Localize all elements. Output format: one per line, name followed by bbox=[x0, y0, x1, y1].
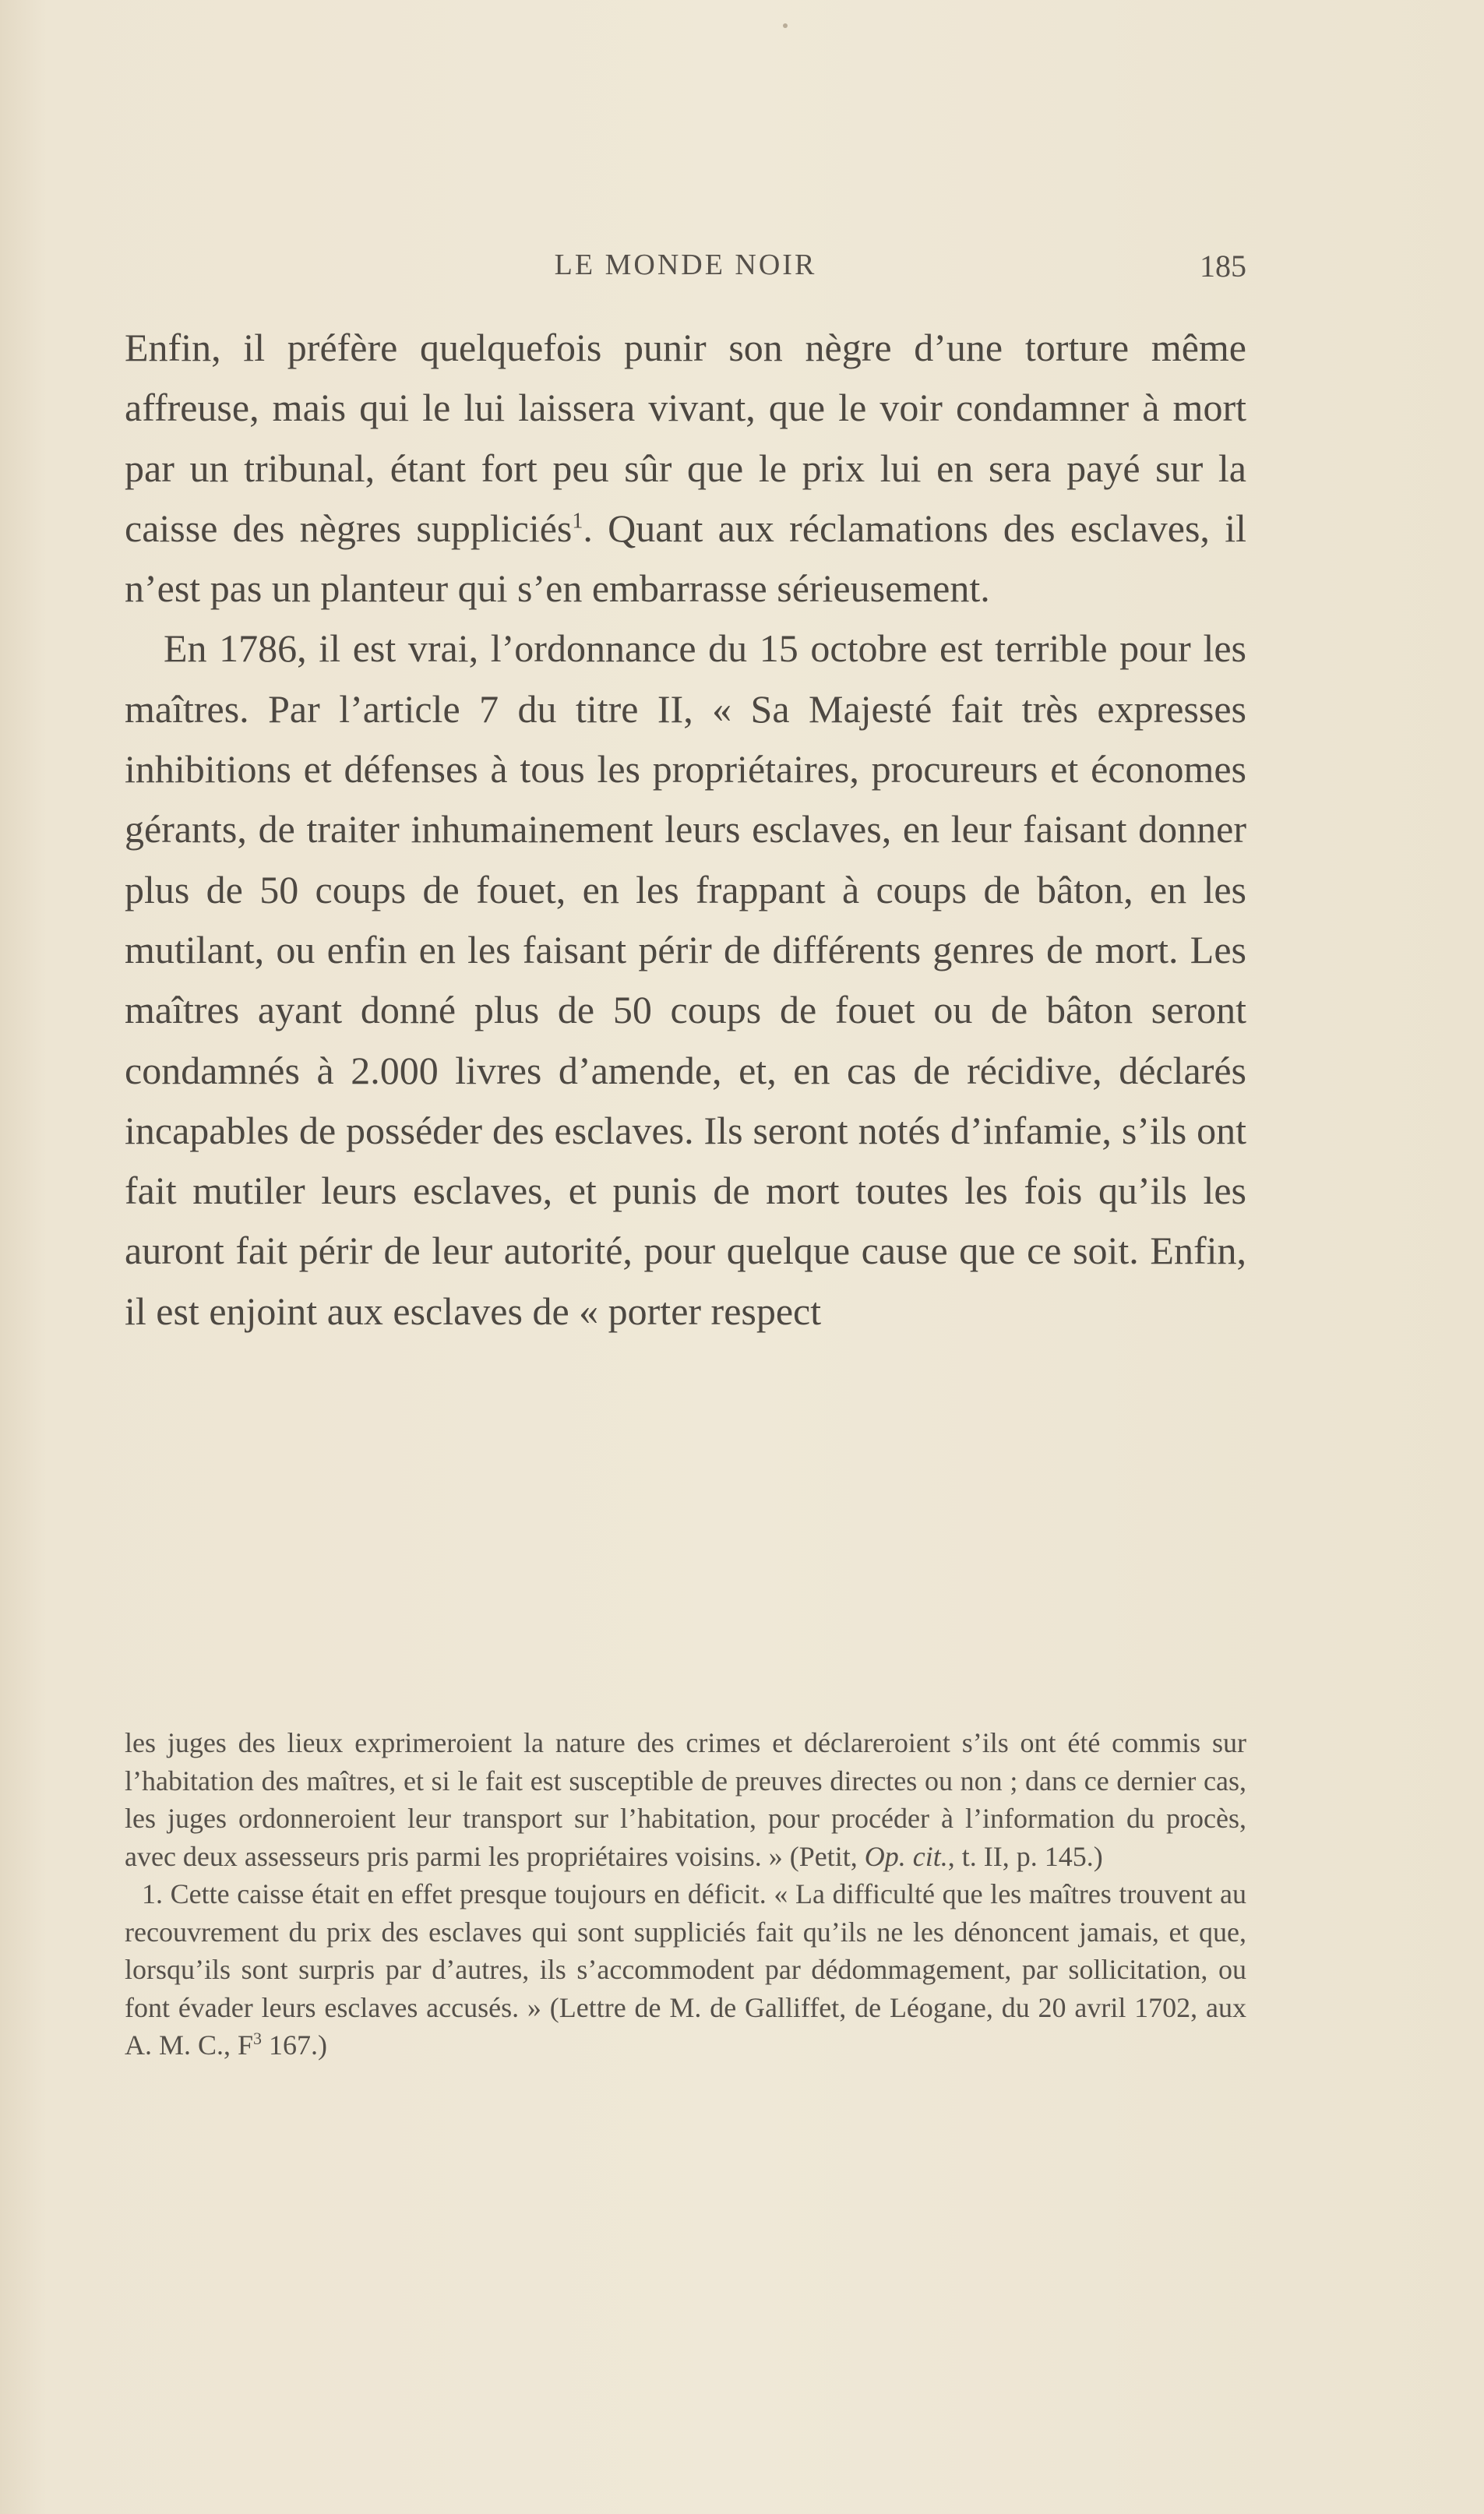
footnote-reference-1: 1 bbox=[572, 509, 583, 534]
footnote-1-number: 1. bbox=[142, 1878, 163, 1909]
paragraph-2: En 1786, il est vrai, l’ordonnance du 15 octobre est terrible pour les maîtres. Par l’article 7 du titre II, « Sa Majesté fait très expresses inhibitions et défenses à tous les propriétaires, procureurs et économes gérants, de traiter inhumainement leurs esclaves, en leur faisant donner plus de 50 coups de fouet, en les frappant à coups de bâton, en les mutilant, ou enfin en les faisant périr de différents genres de mort. Les maîtres ayant donné plus de 50 coups de fouet ou de bâton seront condamnés à 2.000 livres d’amende, et, en cas de récidive, déclarés incapables de posséder des esclaves. Ils seront notés d’infamie, s’ils ont fait mutiler leurs esclaves, et punis de mort toutes les fois qu’ils les auront fait périr de leur autorité, pour quelque cause que ce soit. Enfin, il est enjoint aux esclaves de « porter respect bbox=[125, 626, 1246, 1333]
footnote-1-superscript: 3 bbox=[253, 2029, 263, 2048]
paragraph-1-text-a: Enfin, il préfère quelquefois punir son nègre d’une torture même affreuse, mais qui le lui laissera vivant, que le voir condamner à mort par un tribunal, étant fort peu sûr que le prix lui en sera payé sur la caisse des nègres suppliciés bbox=[125, 326, 1246, 550]
body-text bbox=[125, 318, 1246, 1342]
footnote-continued-text: les juges des lieux exprimeroient la nature des crimes et déclareroient s’ils ont été commis sur l’habitation des maîtres, et si le fait est susceptible de preuves directes ou non ; dans ce dernier cas, les juges ordonneroient leur transport sur l’habitation, pour procéder à l’information du procès, avec deux assesseurs pris parmi les propriétaires voisins. » (Petit, bbox=[125, 1727, 1246, 1872]
footnote-1 bbox=[125, 1875, 1246, 2064]
paper-speck bbox=[783, 23, 788, 28]
footnotes bbox=[125, 1724, 1246, 2064]
footnote-continued bbox=[125, 1724, 1246, 1875]
citation-rest: , t. II, p. 145.) bbox=[947, 1840, 1103, 1872]
paragraph-1-text-b: . Quant aux réclamations des esclaves, il n’est pas un planteur qui s’en embarrasse sérieusement. bbox=[125, 506, 1246, 611]
paragraph-1 bbox=[125, 318, 1246, 619]
page-number: 185 bbox=[1200, 249, 1246, 284]
footnote-1-text-a: Cette caisse était en effet presque toujours en déficit. « La difficulté que les maîtres trouvent au recouvrement du prix des esclaves qui sont suppliciés fait qu’ils ne les dénoncent jamais, et que, lorsqu’ils sont surpris par d’autres, ils s’accommodent par dédommagement, par sollicitation, ou font évader leurs esclaves accusés. » (Lettre de M. de Galliffet, de Léogane, du 20 avril 1702, aux A. M. C., F bbox=[125, 1878, 1246, 2061]
citation-italic: Op. cit. bbox=[864, 1840, 948, 1872]
running-head bbox=[125, 248, 1246, 294]
running-title: LE MONDE NOIR bbox=[554, 249, 817, 281]
footnote-1-text-b: 167.) bbox=[262, 2029, 328, 2061]
